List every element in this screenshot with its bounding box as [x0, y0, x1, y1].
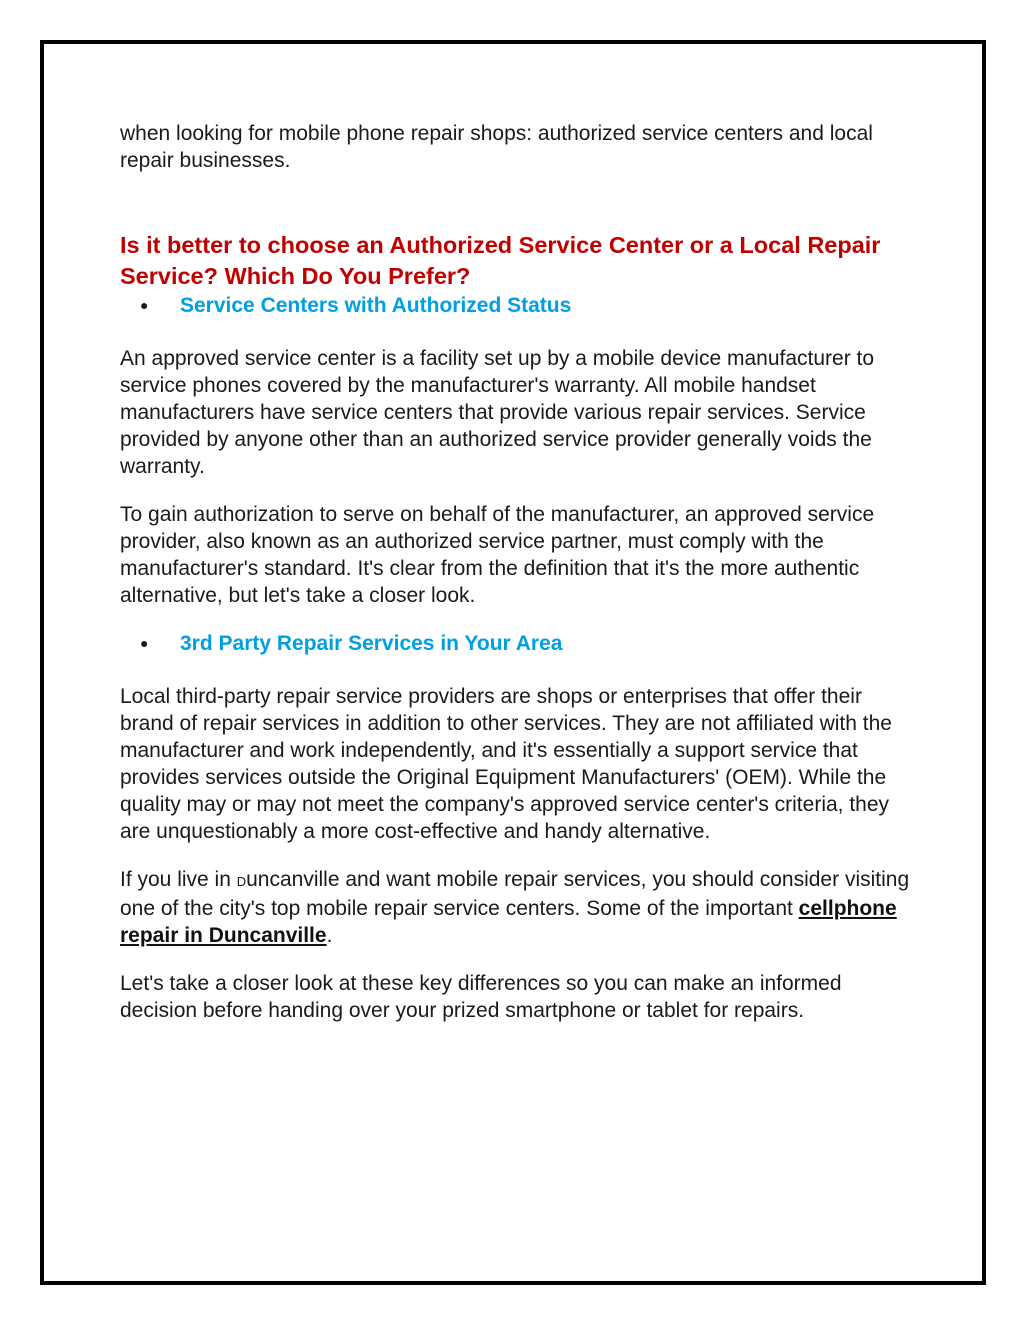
third-party-paragraph-1: Local third-party repair service providers are shops or enterprises that offer their brand of repair services in addition to other services. They are not affiliated with the manufacturer and work independently, and it's essentially a support service that provides services outside the Original Equipment Manufacturers' (OEM). While the quality may or may not meet the company's approved service center's criteria, they are unquestionably a more cost-effective and handy alternative. — [120, 685, 892, 843]
bullet-dot-icon: ● — [140, 297, 149, 313]
text-fragment: . — [326, 924, 333, 947]
text-fragment: uncanville and want mobile repair services, you should consider visiting one of the city's top mobile repair service centers. Some of the important — [120, 868, 910, 920]
intro-paragraph: when looking for mobile phone repair shops: authorized service centers and local repair businesses. — [120, 122, 873, 172]
bullet-authorized-centers — [120, 292, 920, 319]
bullet-label: Service Centers with Authorized Status — [180, 294, 572, 317]
document-body — [120, 120, 920, 1045]
bullet-third-party — [120, 630, 920, 657]
small-cap-letter: D — [236, 874, 247, 889]
duncanville-paragraph — [120, 866, 920, 949]
authorized-paragraph-2: To gain authorization to serve on behalf of the manufacturer, an approved service provider, also known as an authorized service partner, must comply with the manufacturer's standard. It's clear from the definition that it's the more authentic alternative, but let's take a closer look. — [120, 503, 875, 607]
section-heading: Is it better to choose an Authorized Service Center or a Local Repair Service? Which Do You Prefer? — [120, 232, 881, 289]
bullet-dot-icon: ● — [140, 635, 149, 651]
closing-paragraph: Let's take a closer look at these key differences so you can make an informed decision before handing over your prized smartphone or tablet for repairs. — [120, 972, 842, 1022]
authorized-paragraph-1: An approved service center is a facility set up by a mobile device manufacturer to service phones covered by the manufacturer's warranty. All mobile handset manufacturers have service centers that provide various repair services. Service provided by anyone other than an authorized service provider generally voids the warranty. — [120, 347, 875, 478]
text-fragment: If you live in — [120, 868, 237, 891]
duncanville-repair-link[interactable]: cellphone repair in Duncanville — [120, 897, 897, 947]
bullet-label: 3rd Party Repair Services in Your Area — [180, 632, 563, 655]
